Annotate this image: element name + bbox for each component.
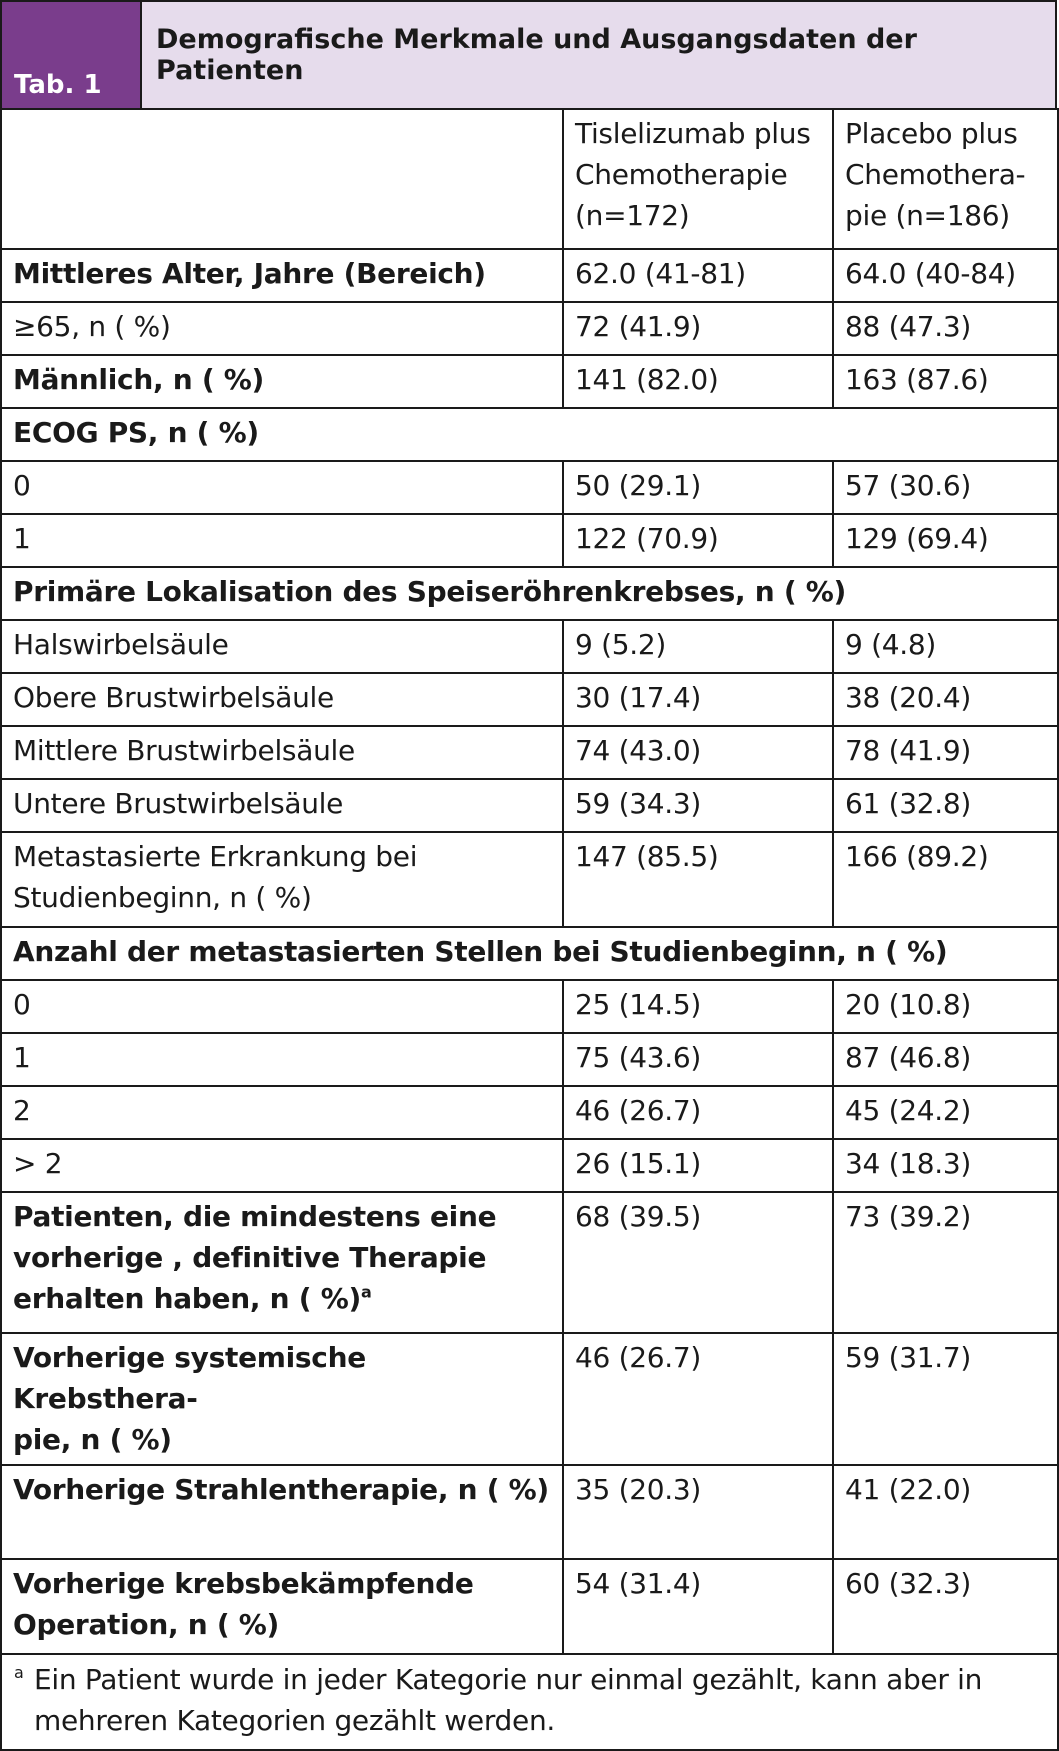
table-row <box>1 1559 1058 1654</box>
table-row <box>1 1139 1058 1192</box>
footnote: a Ein Patient wurde in jeder Kategorie nur einmal gezählt, kann aber in mehreren Kategorien gezählt werden. <box>1 1654 1058 1750</box>
table-row <box>1 980 1058 1033</box>
row-value-tislelizumab: 46 (26.7) <box>563 1086 833 1139</box>
table-row <box>1 832 1058 927</box>
demographics-table <box>0 108 1059 1751</box>
section-label: Anzahl der metastasierten Stellen bei Studienbeginn, n ( %) <box>1 927 1058 980</box>
row-value-tislelizumab: 54 (31.4) <box>563 1559 833 1654</box>
footnote-mark: a <box>14 1663 24 1682</box>
row-value-placebo: 73 (39.2) <box>833 1192 1058 1333</box>
table-row <box>1 514 1058 567</box>
table-header <box>0 0 1057 108</box>
row-value-placebo: 87 (46.8) <box>833 1033 1058 1086</box>
row-value-tislelizumab: 72 (41.9) <box>563 302 833 355</box>
row-value-placebo: 59 (31.7) <box>833 1333 1058 1465</box>
row-value-tislelizumab: 25 (14.5) <box>563 980 833 1033</box>
row-value-tislelizumab: 68 (39.5) <box>563 1192 833 1333</box>
row-label: Männlich, n ( %) <box>1 355 563 408</box>
table-row <box>1 1086 1058 1139</box>
row-value-placebo: 129 (69.4) <box>833 514 1058 567</box>
section-row <box>1 408 1058 461</box>
row-value-tislelizumab: 9 (5.2) <box>563 620 833 673</box>
row-value-tislelizumab: 46 (26.7) <box>563 1333 833 1465</box>
row-label: Patienten, die mindestens eine vorherige , definitive Therapie erhalten haben, n ( %)$^a$ <box>1 1192 563 1333</box>
row-value-tislelizumab: 62.0 (41-81) <box>563 249 833 302</box>
row-label: Vorherige systemische Krebsthera- pie, n ( %) <box>1 1333 563 1465</box>
row-label: 1 <box>1 514 563 567</box>
row-label: Vorherige Strahlentherapie, n ( %) <box>1 1465 563 1559</box>
table-row <box>1 249 1058 302</box>
row-value-placebo: 41 (22.0) <box>833 1465 1058 1559</box>
footnote-marker: a <box>360 1282 372 1302</box>
row-label: Metastasierte Erkrankung bei Studienbeginn, n ( %) <box>1 832 563 927</box>
row-value-tislelizumab: 122 (70.9) <box>563 514 833 567</box>
row-label: Obere Brustwirbelsäule <box>1 673 563 726</box>
row-value-tislelizumab: 147 (85.5) <box>563 832 833 927</box>
section-row <box>1 927 1058 980</box>
table-row <box>1 302 1058 355</box>
row-value-placebo: 163 (87.6) <box>833 355 1058 408</box>
row-label: 0 <box>1 980 563 1033</box>
row-value-tislelizumab: 50 (29.1) <box>563 461 833 514</box>
column-header-row <box>1 109 1058 249</box>
table-row <box>1 1465 1058 1559</box>
row-label: Mittlere Brustwirbelsäule <box>1 726 563 779</box>
row-label: 2 <box>1 1086 563 1139</box>
row-value-placebo: 60 (32.3) <box>833 1559 1058 1654</box>
row-value-tislelizumab: 35 (20.3) <box>563 1465 833 1559</box>
footnote-row <box>1 1654 1058 1750</box>
section-row <box>1 567 1058 620</box>
table-row <box>1 1033 1058 1086</box>
row-value-placebo: 88 (47.3) <box>833 302 1058 355</box>
row-value-placebo: 45 (24.2) <box>833 1086 1058 1139</box>
row-label: Vorherige krebsbekämpfende Operation, n ( %) <box>1 1559 563 1654</box>
row-value-tislelizumab: 75 (43.6) <box>563 1033 833 1086</box>
row-value-placebo: 61 (32.8) <box>833 779 1058 832</box>
table-number: Tab. 1 <box>2 2 142 108</box>
table-title: Demografische Merkmale und Ausgangsdaten der Patienten <box>142 2 1055 108</box>
row-value-placebo: 166 (89.2) <box>833 832 1058 927</box>
row-value-placebo: 64.0 (40-84) <box>833 249 1058 302</box>
table-row <box>1 1192 1058 1333</box>
column-header-placebo: Placebo plus Chemothera- pie (n=186) <box>833 109 1058 249</box>
row-value-tislelizumab: 74 (43.0) <box>563 726 833 779</box>
row-label: Mittleres Alter, Jahre (Bereich) <box>1 249 563 302</box>
row-label: 1 <box>1 1033 563 1086</box>
row-value-placebo: 38 (20.4) <box>833 673 1058 726</box>
table-row <box>1 779 1058 832</box>
row-value-placebo: 34 (18.3) <box>833 1139 1058 1192</box>
row-value-tislelizumab: 141 (82.0) <box>563 355 833 408</box>
table-row <box>1 673 1058 726</box>
table-row <box>1 461 1058 514</box>
row-value-tislelizumab: 59 (34.3) <box>563 779 833 832</box>
section-label: Primäre Lokalisation des Speiseröhrenkrebses, n ( %) <box>1 567 1058 620</box>
table-row <box>1 1333 1058 1465</box>
row-value-placebo: 20 (10.8) <box>833 980 1058 1033</box>
table-row <box>1 620 1058 673</box>
section-label: ECOG PS, n ( %) <box>1 408 1058 461</box>
row-value-placebo: 9 (4.8) <box>833 620 1058 673</box>
row-value-placebo: 78 (41.9) <box>833 726 1058 779</box>
table-row <box>1 726 1058 779</box>
row-value-tislelizumab: 30 (17.4) <box>563 673 833 726</box>
row-value-placebo: 57 (30.6) <box>833 461 1058 514</box>
row-label: ≥65, n ( %) <box>1 302 563 355</box>
column-header-tislelizumab: Tislelizumab plus Chemotherapie (n=172) <box>563 109 833 249</box>
row-label: Untere Brustwirbelsäule <box>1 779 563 832</box>
table-row <box>1 355 1058 408</box>
row-label: > 2 <box>1 1139 563 1192</box>
row-label: Halswirbelsäule <box>1 620 563 673</box>
row-label: 0 <box>1 461 563 514</box>
row-value-tislelizumab: 26 (15.1) <box>563 1139 833 1192</box>
empty-header-cell <box>1 109 563 249</box>
